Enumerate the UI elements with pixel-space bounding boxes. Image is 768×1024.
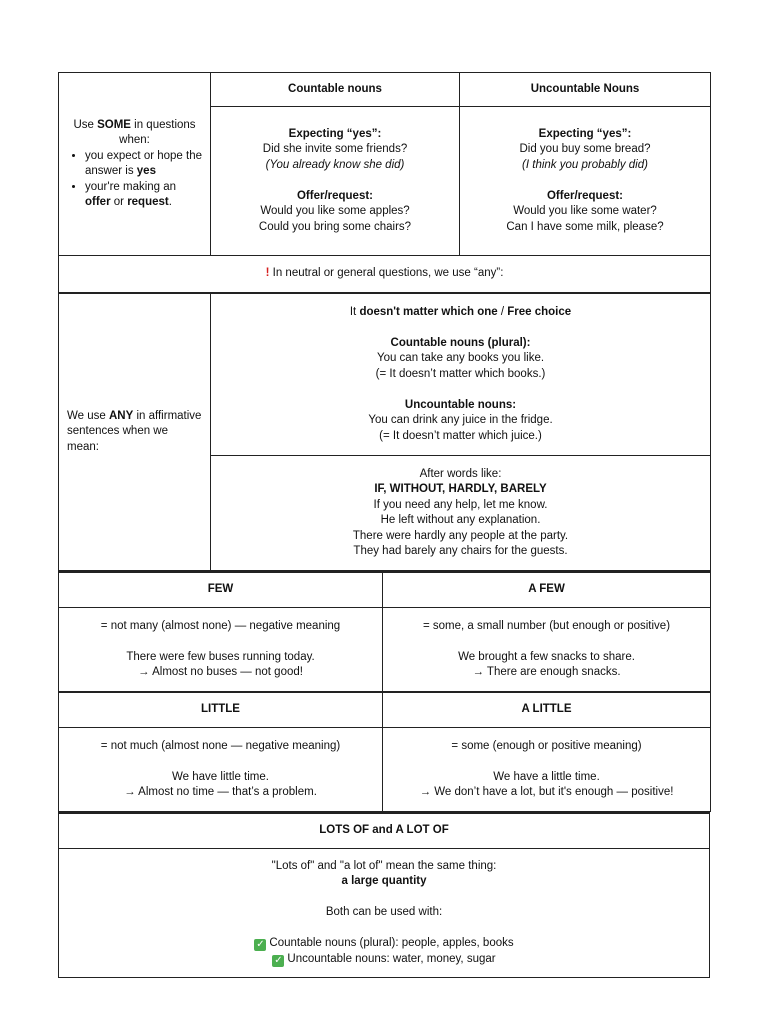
some-usage-cell: Use SOME in questions when: • you expect or hope the answer is yes • your're making an offer or request. bbox=[59, 73, 211, 256]
warning-icon: ! bbox=[265, 267, 270, 280]
lots-table bbox=[58, 812, 710, 978]
some-usage-list bbox=[67, 149, 202, 211]
check-icon: ✓ bbox=[256, 939, 265, 951]
some-any-table bbox=[58, 72, 711, 571]
little-header: LITTLE bbox=[59, 692, 383, 728]
grammar-sheet bbox=[58, 72, 710, 978]
uncountable-header: Uncountable Nouns bbox=[460, 73, 711, 107]
a-few-cell: = some, a small number (but enough or positive) We brought a few snacks to share. → There are enough snacks. bbox=[383, 608, 711, 693]
after-words-cell: After words like: IF, WITHOUT, HARDLY, BARELY If you need any help, let me know. He left without any explanation. There were hardly any people at the party. They had barely any chairs for the guests. bbox=[211, 456, 711, 571]
uncountable-some-cell: Expecting “yes”: Did you buy some bread? (I think you probably did) Offer/request: Would you like some water? Can I have some milk, please? bbox=[460, 107, 711, 256]
little-cell: = not much (almost none — negative meaning) We have little time. → Almost no time — that’s a problem. bbox=[59, 728, 383, 812]
free-choice-cell: It doesn't matter which one / Free choice Countable nouns (plural): You can take any books you like. (= It doesn’t matter which books.) Uncountable nouns: You can drink any juice in the fridge. (= It doesn’t matter which juice.) bbox=[211, 293, 711, 456]
lots-cell: "Lots of" and "a lot of" mean the same thing: a large quantity Both can be used with: ✓ Countable nouns (plural): people, apples, books ✓ Uncountable nouns: water, money, sugar bbox=[59, 849, 710, 978]
few-table bbox=[58, 571, 711, 812]
a-little-cell: = some (enough or positive meaning) We have a little time. → We don’t have a lot, but it's enough — positive! bbox=[383, 728, 711, 812]
a-few-header: A FEW bbox=[383, 572, 711, 608]
countable-some-cell: Expecting “yes”: Did she invite some friends? (You already know she did) Offer/request: Would you like some apples? Could you bring some chairs? bbox=[211, 107, 460, 256]
countable-header: Countable nouns bbox=[211, 73, 460, 107]
lots-header: LOTS OF and A LOT OF bbox=[59, 813, 710, 849]
list-item: • you expect or hope the answer is yes bbox=[85, 149, 202, 180]
any-usage-cell: We use ANY in affirmative sentences when we mean: bbox=[59, 293, 211, 571]
few-cell: = not many (almost none) — negative meaning There were few buses running today. → Almost no buses — not good! bbox=[59, 608, 383, 693]
few-header: FEW bbox=[59, 572, 383, 608]
list-item: • your're making an offer or request. bbox=[85, 180, 202, 211]
check-icon: ✓ bbox=[274, 954, 283, 966]
a-little-header: A LITTLE bbox=[383, 692, 711, 728]
any-note-row: ! In neutral or general questions, we use “any”: bbox=[59, 256, 711, 294]
